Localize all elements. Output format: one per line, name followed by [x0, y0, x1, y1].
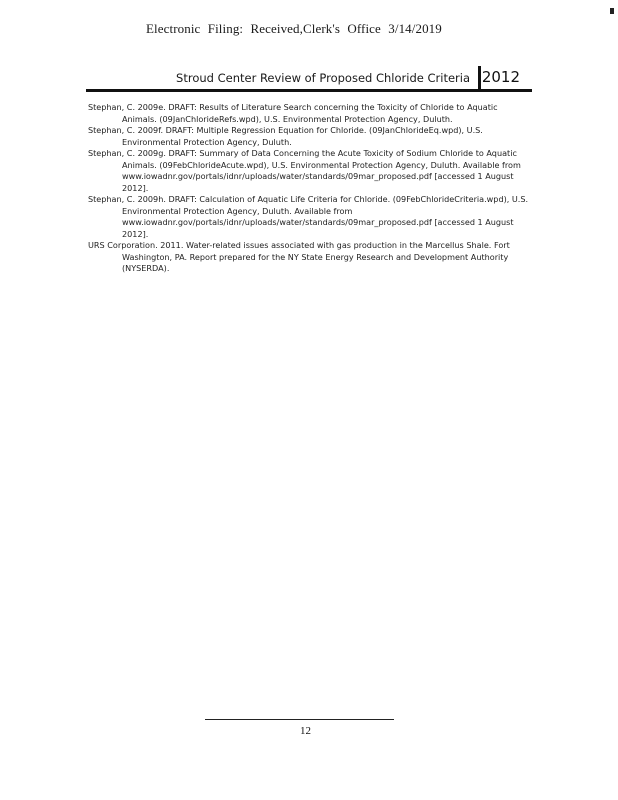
reference-item: Stephan, C. 2009e. DRAFT: Results of Literature Search concerning the Toxicity of Chloride to Aquatic Animals. (09JanChlorideRefs.wpd), U.S. Environmental Protection Agency, Duluth.: [88, 102, 498, 124]
reference-list: [88, 102, 533, 275]
header-year: 2012: [481, 68, 520, 86]
reference-item: URS Corporation. 2011. Water-related issues associated with gas production in the Marcellus Shale. Fort Washington, PA. Report prepared for the NY State Energy Research and Development Authority (NYSERDA).: [88, 240, 510, 273]
filing-stamp: Electronic Filing: Received,Clerk's Office 3/14/2019: [146, 21, 442, 36]
header-divider: [478, 66, 481, 90]
header-rule: [86, 89, 532, 92]
page-number: 12: [300, 725, 311, 737]
header-title: Stroud Center Review of Proposed Chloride Criteria: [176, 71, 470, 85]
reference-item: Stephan, C. 2009h. DRAFT: Calculation of Aquatic Life Criteria for Chloride. (09FebChlorideCriteria.wpd), U.S. Environmental Protection Agency, Duluth. Available from www.iowadnr.gov/portals/idnr/uploads/water/standards/09mar_proposed.pdf [accessed 1 August 2012].: [88, 194, 529, 239]
reference-item: Stephan, C. 2009g. DRAFT: Summary of Data Concerning the Acute Toxicity of Sodium Chloride to Aquatic Animals. (09FebChlorideAcute.wpd), U.S. Environmental Protection Agency, Duluth. Available from www.iowadnr.gov/portals/idnr/uploads/water/standards/09mar_proposed.pdf [accessed 1 August 2012].: [88, 148, 521, 193]
page-header: [86, 64, 532, 90]
footer-rule: [205, 719, 394, 720]
reference-item: Stephan, C. 2009f. DRAFT: Multiple Regression Equation for Chloride. (09JanChlorideEq.wpd), U.S. Environmental Protection Agency, Duluth.: [88, 125, 483, 147]
scan-edge-mark: [610, 8, 614, 14]
